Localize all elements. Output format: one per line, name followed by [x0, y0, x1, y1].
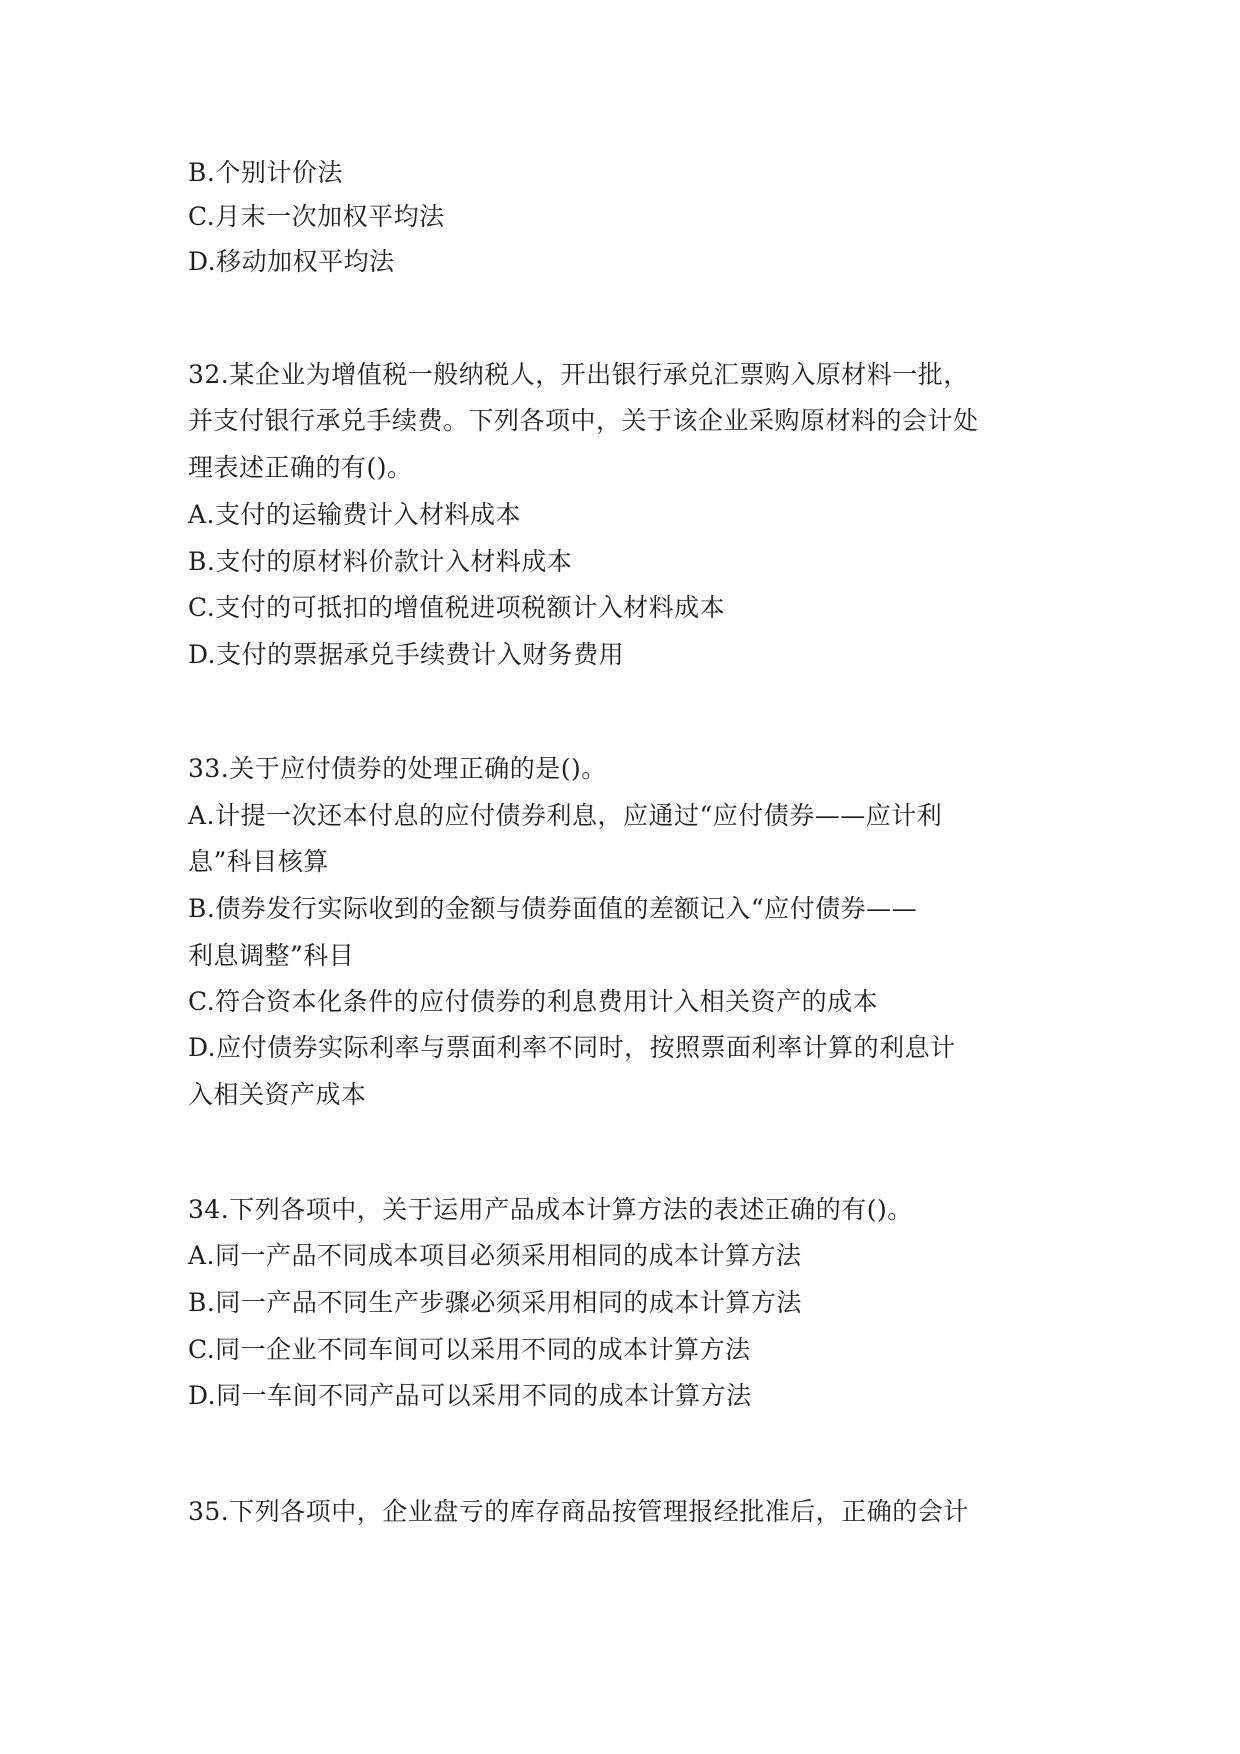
question-34-option-b: B.同一产品不同生产步骤必须采用相同的成本计算方法 — [188, 1288, 802, 1317]
question-34-stem: 34.下列各项中，关于运用产品成本计算方法的表述正确的有()。 — [188, 1195, 913, 1224]
question-32-option-b: B.支付的原材料价款计入材料成本 — [188, 547, 573, 576]
option-b: B.个别计价法 — [188, 158, 343, 187]
question-32-option-d: D.支付的票据承兑手续费计入财务费用 — [188, 640, 625, 669]
question-32-stem-line-2: 并支付银行承兑手续费。下列各项中，关于该企业采购原材料的会计处 — [188, 406, 979, 435]
question-34-option-a: A.同一产品不同成本项目必须采用相同的成本计算方法 — [188, 1241, 802, 1270]
question-33-option-b-line-1: B.债券发行实际收到的金额与债券面值的差额记入“应付债券—— — [188, 894, 918, 923]
option-d: D.移动加权平均法 — [188, 247, 395, 276]
question-33-option-b-line-2: 利息调整”科目 — [188, 941, 355, 970]
question-33-option-a-line-2: 息”科目核算 — [188, 847, 329, 876]
question-33-stem: 33.关于应付债券的处理正确的是()。 — [188, 754, 607, 783]
question-34-option-c: C.同一企业不同车间可以采用不同的成本计算方法 — [188, 1335, 751, 1364]
question-32-option-c: C.支付的可抵扣的增值税进项税额计入材料成本 — [188, 593, 726, 622]
question-33-option-d-line-2: 入相关资产成本 — [188, 1080, 367, 1109]
question-32-stem-line-3: 理表述正确的有()。 — [188, 453, 413, 482]
option-c: C.月末一次加权平均法 — [188, 202, 445, 231]
question-32-stem-line-1: 32.某企业为增值税一般纳税人，开出银行承兑汇票购入原材料一批， — [188, 360, 969, 389]
question-35-stem-line-1: 35.下列各项中，企业盘亏的库存商品按管理报经批准后，正确的会计 — [188, 1497, 969, 1526]
question-33-option-c: C.符合资本化条件的应付债券的利息费用计入相关资产的成本 — [188, 987, 879, 1016]
question-33-option-d-line-1: D.应付债券实际利率与票面利率不同时，按照票面利率计算的利息计 — [188, 1033, 956, 1062]
question-33-option-a-line-1: A.计提一次还本付息的应付债券利息，应通过“应付债券——应计利 — [188, 801, 943, 830]
question-34-option-d: D.同一车间不同产品可以采用不同的成本计算方法 — [188, 1381, 752, 1410]
question-32-option-a: A.支付的运输费计入材料成本 — [188, 500, 522, 529]
